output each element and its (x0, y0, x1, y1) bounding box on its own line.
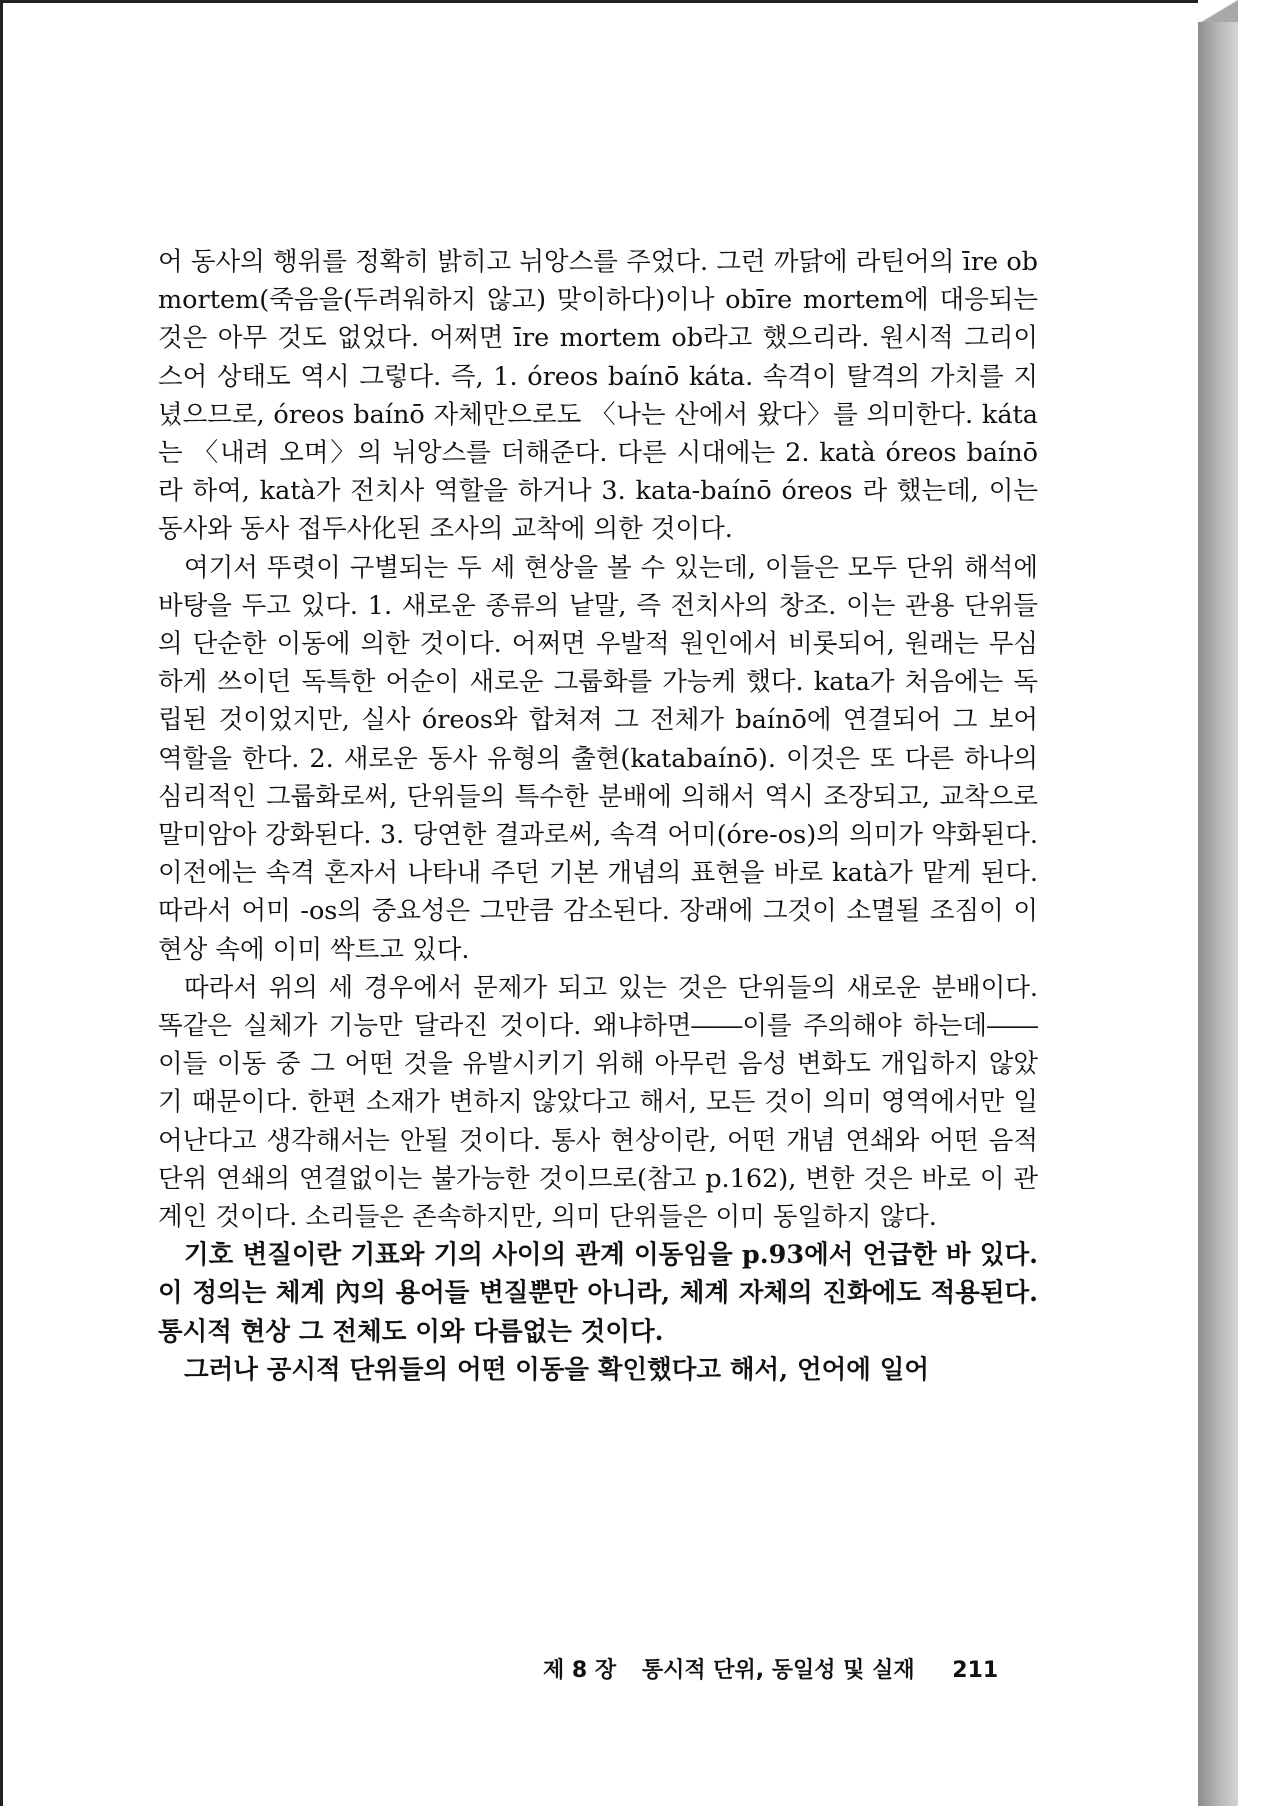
footer-title: 통시적 단위, 동일성 및 실재 (641, 1658, 915, 1683)
page-stack-edge (1198, 22, 1238, 1806)
paragraph-3: 따라서 위의 세 경우에서 문제가 되고 있는 것은 단위들의 새로운 분배이다. 똑같은 실체가 기능만 달라진 것이다. 왜냐하면――이를 주의해야 하는데――이들 이동 중 그 어떤 것을 유발시키기 위해 아무런 음성 변화도 개입하지 않았기 때문이다. 한편 소재가 변하지 않았다고 해서, 모든 것이 의미 영역에서만 일어난다고 생각해서는 안될 것이다. 통사 현상이란, 어떤 개념 연쇄와 어떤 음적 단위 연쇄의 연결없이는 불가능한 것이므로(참고 p.162), 변한 것은 바로 이 관계인 것이다. 소리들은 존속하지만, 의미 단위들은 이미 동일하지 않다. (158, 972, 1038, 1233)
page-stack-corner (1198, 0, 1238, 24)
paragraph-1: 어 동사의 행위를 정확히 밝히고 뉘앙스를 주었다. 그런 까닭에 라틴어의 īre ob mortem(죽음을(두려워하지 않고) 맞이하다)이나 obīre mortem에 대응되는 것은 아무 것도 없었다. 어쩌면 īre mortem ob라고 했으리라. 원시적 그리이스어 상태도 역시 그렇다. 즉, 1. óreos baínō káta. 속격이 탈격의 가치를 지녔으므로, óreos baínō 자체만으로도 〈나는 산에서 왔다〉를 의미한다. káta는 〈내려 오며〉의 뉘앙스를 더해준다. 다른 시대에는 2. katà óreos baínō라 하여, katà가 전치사 역할을 하거나 3. kata-baínō óreos 라 했는데, 이는 동사와 동사 접두사化된 조사의 교착에 의한 것이다. (158, 247, 1038, 545)
page-number: 211 (952, 1658, 999, 1683)
body-text (158, 243, 1038, 1389)
paragraph-5: 그러나 공시적 단위들의 어떤 이동을 확인했다고 해서, 언어에 일어 (184, 1354, 929, 1385)
paragraph-2: 여기서 뚜렷이 구별되는 두 세 현상을 볼 수 있는데, 이들은 모두 단위 해석에 바탕을 두고 있다. 1. 새로운 종류의 낱말, 즉 전치사의 창조. 이는 관용 단위들의 단순한 이동에 의한 것이다. 어쩌면 우발적 원인에서 비롯되어, 원래는 무심하게 쓰이던 독특한 어순이 새로운 그룹화를 가능케 했다. kata가 처음에는 독립된 것이었지만, 실사 óreos와 합쳐져 그 전체가 baínō에 연결되어 그 보어 역할을 한다. 2. 새로운 동사 유형의 출현(katabaínō). 이것은 또 다른 하나의 심리적인 그룹화로써, 단위들의 특수한 분배에 의해서 역시 조장되고, 교착으로 말미암아 강화된다. 3. 당연한 결과로써, 속격 어미(óre-os)의 의미가 약화된다. 이전에는 속격 혼자서 나타내 주던 기본 개념의 표현을 바로 katà가 맡게 된다. 따라서 어미 -os의 중요성은 그만큼 감소된다. 장래에 그것이 소멸될 조짐이 이 현상 속에 이미 싹트고 있다. (158, 552, 1038, 965)
running-footer (543, 1653, 1043, 1684)
footer-chapter: 제 8 장 (543, 1658, 617, 1683)
paragraph-4: 기호 변질이란 기표와 기의 사이의 관계 이동임을 p.93에서 언급한 바 있다. 이 정의는 체계 內의 용어들 변질뿐만 아니라, 체계 자체의 진화에도 적용된다. 통시적 현상 그 전체도 이와 다름없는 것이다. (158, 1240, 1038, 1347)
